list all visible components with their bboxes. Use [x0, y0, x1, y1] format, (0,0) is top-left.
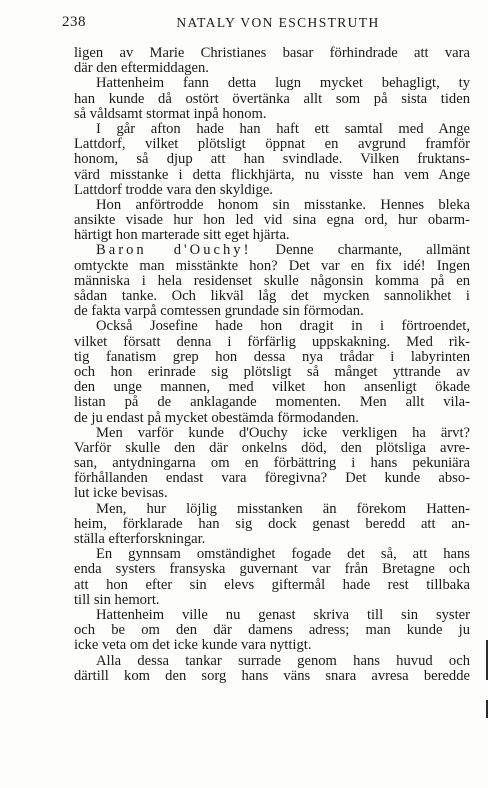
- body-text: [74, 46, 470, 684]
- text-line: lut icke bevisas.: [74, 485, 168, 502]
- text-line: Hon anförtrodde honom sin misstanke. Hennes bleka: [96, 196, 470, 213]
- text-line: och hon erinrade sig plötsligt så månget yttrande av: [74, 363, 470, 380]
- text-line: heim, förklarade han sig dock genast beredd att an-: [74, 515, 470, 532]
- text-line: listan på de anklagande momenten. Men allt vila-: [74, 394, 470, 411]
- text-line: sådan tanke. Och likväl låg det mycken sannolikhet i: [74, 288, 470, 304]
- text-line: vilket försatt denna i förfärlig uppskakning. Med rik-: [74, 333, 470, 350]
- emphasized-text: Baron d'Ouchy!: [96, 242, 252, 259]
- text-line: omtyckte man misstänkte hon? Det var en fix idé! Ingen: [74, 257, 470, 274]
- text-line: värd misstanke i detta flickhjärta, nu visste han vem Ange: [74, 166, 470, 183]
- text-line: Men varför kunde d'Ouchy icke verkligen ha ärvt?: [96, 424, 470, 441]
- text-line: där den eftermiddagen.: [74, 60, 209, 77]
- text-line: och be om den där damens adress; man kunde ju: [74, 622, 470, 639]
- text-line: ansikte visade hur hon led vid sina egna ord, hur obarm-: [74, 212, 470, 229]
- text-line: den unge mannen, med vilket hon ansenligt ökade: [74, 379, 470, 396]
- text-line: Alla dessa tankar surrade genom hans huvud och: [96, 652, 470, 669]
- text-line: Också Josefine hade hon dragit in i förtroendet,: [96, 318, 470, 335]
- text-line: att hon efter sin elevs giftermål hade rest tillbaka: [74, 576, 470, 593]
- text-line: härtigt hon marterade sitt eget hjärta.: [74, 227, 290, 244]
- text-line: tig fanatism grep hon dessa nya trådar i labyrinten: [74, 348, 470, 365]
- text-line: san, antydningarna om en förbättring i hans pekuniära: [74, 455, 470, 472]
- text-line: [74, 243, 470, 258]
- text-line-remainder: Denne charmante, allmänt: [251, 242, 470, 259]
- running-title: NATALY VON ESCHSTRUTH: [176, 15, 380, 30]
- page-header: [62, 14, 458, 36]
- text-line: så våldsamt stormat inpå honom.: [74, 105, 267, 122]
- text-line: icke veta om det icke kunde vara nyttigt.: [74, 637, 312, 654]
- text-line: därtill kom den sorg hans väns snara avresa beredde: [74, 667, 470, 684]
- text-line: ligen av Marie Christianes basar förhindrade att vara: [74, 45, 470, 61]
- text-line: människa i hela residenset skulle någonsin komma på en: [74, 272, 470, 289]
- text-line: Hattenheim fann detta lugn mycket behagligt, ty: [96, 75, 470, 92]
- page-number: 238: [62, 14, 86, 30]
- text-line: Lattdorf, vilket plötsligt öppnat en avgrund framför: [74, 136, 470, 153]
- text-line: En gynnsam omständighet fogade det så, att hans: [96, 546, 470, 563]
- text-line: Varför skulle den där onkelns död, den plötsliga avre-: [74, 439, 470, 456]
- text-line: Men, hur löjlig misstanken än förekom Hatten-: [96, 500, 470, 517]
- text-line: de fakta varpå comtessen grundade sin förmodan.: [74, 303, 364, 320]
- text-line: de ju endast på mycket obestämda förmodanden.: [74, 409, 359, 426]
- text-line: förhållanden endast vara föregivna? Det kunde abso-: [74, 470, 470, 487]
- text-line: Lattdorf trodde vara den skyldige.: [74, 181, 273, 198]
- text-line: ställa efterforskningar.: [74, 531, 206, 547]
- text-line: enda systers fransyska guvernant var från Bretagne och: [74, 561, 470, 578]
- text-line: Hattenheim ville nu genast skriva till sin syster: [96, 606, 470, 623]
- text-line: honom, så djup att han svindlade. Vilken fruktans-: [74, 151, 470, 168]
- text-line: han kunde då ostört övertänka allt som på sista tiden: [74, 90, 470, 107]
- text-line: till sin hemort.: [74, 591, 160, 608]
- text-line: I går afton hade han haft ett samtal med Ange: [96, 120, 470, 137]
